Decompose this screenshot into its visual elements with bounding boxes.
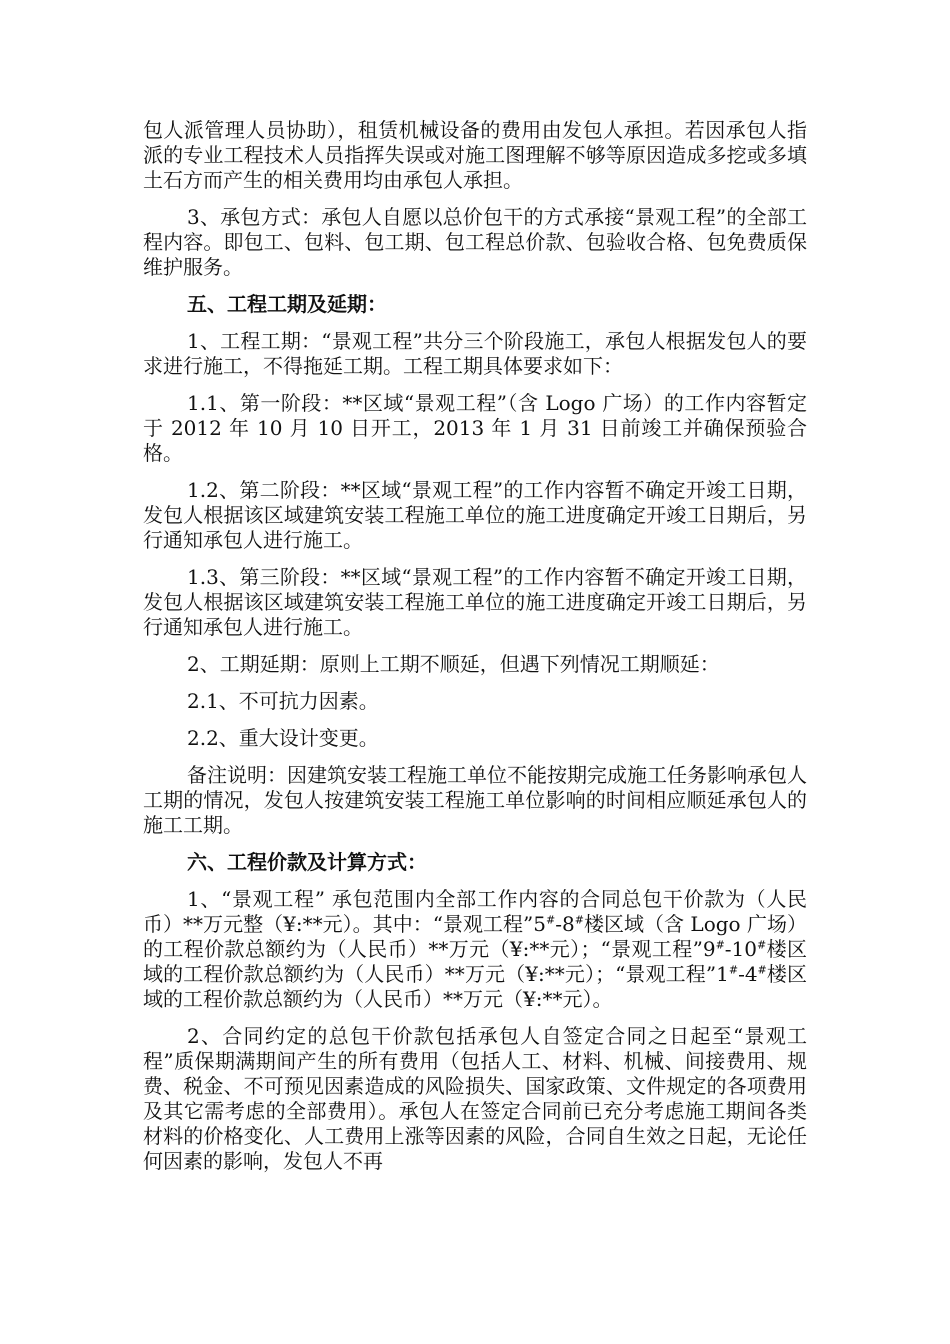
- paragraph-contract-method: 3、承包方式：承包人自愿以总价包干的方式承接“景观工程”的全部工程内容。即包工、包料、包工期、包工程总价款、包验收合格、包免费质保维护服务。: [143, 205, 807, 279]
- paragraph-price-scope: 2、合同约定的总包干价款包括承包人自签定合同之日起至“景观工程”质保期满期间产生的所有费用（包括人工、材料、机械、间接费用、规费、税金、不可预见因素造成的风险损失、国家政策、文件规定的各项费用及其它需考虑的全部费用）。承包人在签定合同前已充分考虑施工期间各类材料的价格变化、人工费用上涨等因素的风险，合同自生效之日起，无论任何因素的影响，发包人不再: [143, 1024, 807, 1173]
- section-heading-5: 五、工程工期及延期：: [187, 292, 387, 316]
- paragraph-phase-1: 1.1、第一阶段：**区域“景观工程”（含 Logo 广场）的工作内容暂定于 2012 年 10 月 10 日开工，2013 年 1 月 31 日前竣工并确保预验合格。: [143, 391, 807, 465]
- paragraph-contract-price: 1、“景观工程” 承包范围内全部工作内容的合同总包干价款为（人民币）**万元整（¥:**元）。其中：“景观工程”5#-8#楼区域（含 Logo 广场）的工程价款总额约为（人民币）**万元（¥:**元）；“景观工程”9#-10#楼区域的工程价款总额约为（人民币）**万元（¥:**元）；“景观工程”1#-4#楼区域的工程价款总额约为（人民币）**万元（¥:**元）。: [143, 887, 808, 1011]
- paragraph-force-majeure: 2.1、不可抗力因素。: [187, 689, 379, 713]
- paragraph-remark: 备注说明：因建筑安装工程施工单位不能按期完成施工任务影响承包人工期的情况，发包人按建筑安装工程施工单位影响的时间相应顺延承包人的施工工期。: [143, 763, 807, 837]
- paragraph-phase-2: 1.2、第二阶段：**区域“景观工程”的工作内容暂不确定开竣工日期，发包人根据该区域建筑安装工程施工单位的施工进度确定开竣工日期后，另行通知承包人进行施工。: [143, 478, 807, 552]
- paragraph-phase-3: 1.3、第三阶段：**区域“景观工程”的工作内容暂不确定开竣工日期，发包人根据该区域建筑安装工程施工单位的施工进度确定开竣工日期后，另行通知承包人进行施工。: [143, 565, 807, 639]
- section-heading-6: 六、工程价款及计算方式：: [187, 850, 427, 874]
- document-page: [143, 118, 807, 1186]
- paragraph-continuation: 包人派管理人员协助），租赁机械设备的费用由发包人承担。若因承包人指派的专业工程技术人员指挥失误或对施工图理解不够等原因造成多挖或多填土石方而产生的相关费用均由承包人承担。: [143, 118, 807, 192]
- paragraph-extension: 2、工期延期：原则上工期不顺延，但遇下列情况工期顺延：: [187, 652, 720, 676]
- paragraph-design-change: 2.2、重大设计变更。: [187, 726, 379, 750]
- paragraph-construction-period: 1、工程工期：“景观工程”共分三个阶段施工，承包人根据发包人的要求进行施工，不得拖延工期。工程工期具体要求如下：: [143, 329, 807, 378]
